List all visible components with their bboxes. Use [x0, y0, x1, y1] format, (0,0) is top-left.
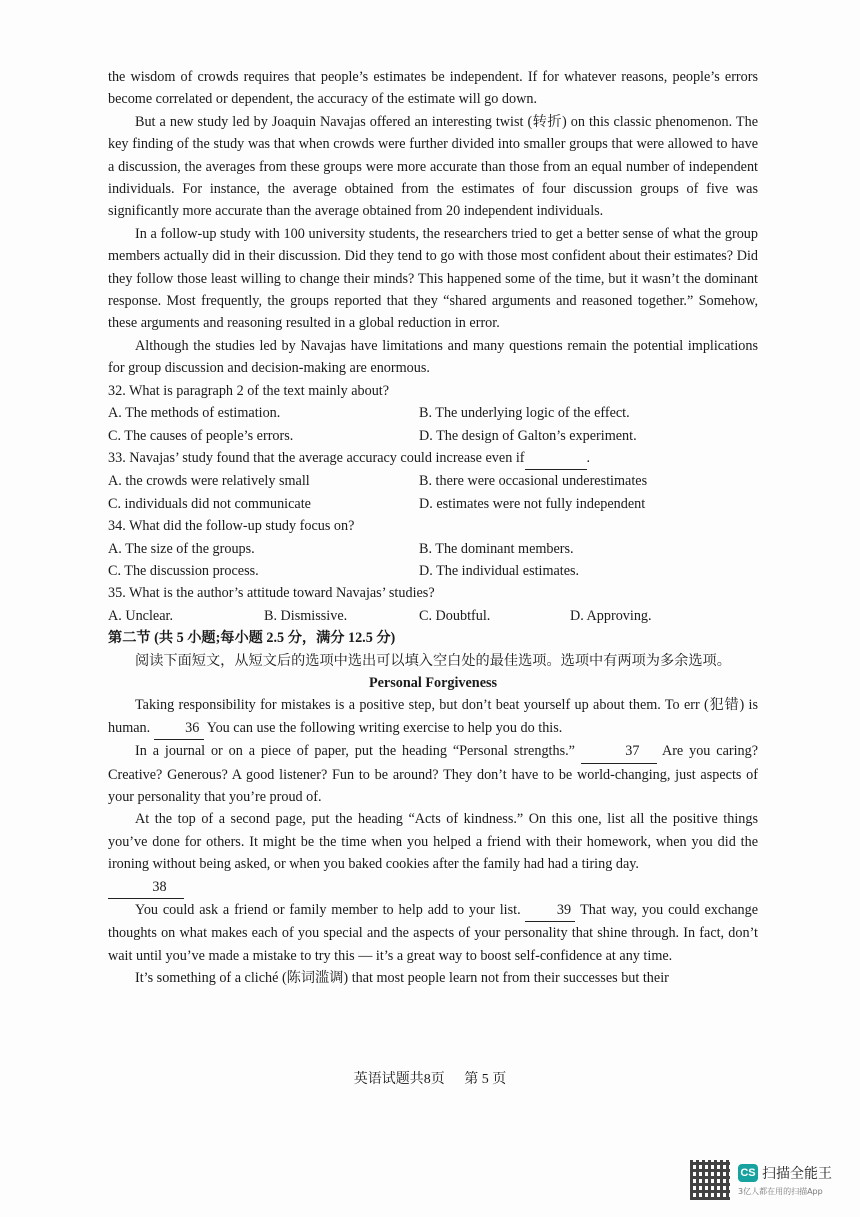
question-34-stem: 34. What did the follow-up study focus on? — [108, 518, 355, 535]
passage-paragraph-1: the wisdom of crowds requires that people’s estimates be independent. If for whatever reasons, people’s errors become correlated or dependent, the accuracy of the estimate will go down. — [108, 69, 758, 108]
question-33-option-d: D. estimates were not fully independent — [419, 495, 646, 512]
question-34-option-b: B. The dominant members. — [419, 540, 574, 557]
forgiveness-p1-text-b: You can use the following writing exercise to help you do this. — [206, 719, 563, 736]
scanner-app-name: 扫描全能王 — [762, 1166, 832, 1182]
section-2-instruction: 阅读下面短文，从短文后的选项中选出可以填入空白处的最佳选项。选项中有两项为多余选项。 — [135, 652, 731, 669]
forgiveness-paragraph-4 — [108, 899, 758, 967]
forgiveness-p1-text-a: Taking responsibility for mistakes is a positive step, but don’t beat yourself up about them. To err (犯错) is human. — [108, 697, 758, 736]
forgiveness-p2-text-b: Are you caring? Creative? Generous? A good listener? Fun to be around? They don’t have to be world-changing, just aspects of your personality that you’re proud of. — [108, 743, 759, 805]
question-32-options-row-1 — [108, 402, 758, 424]
question-33-options-row-2 — [108, 493, 758, 515]
question-32-option-d: D. The design of Galton’s experiment. — [419, 427, 637, 444]
question-33-stem-line — [108, 447, 758, 470]
question-33-option-b: B. there were occasional underestimates — [419, 473, 648, 490]
forgiveness-paragraph-2 — [108, 740, 758, 808]
blank-39: 39 — [525, 899, 575, 922]
forgiveness-p4-text-b: That way, you could exchange thoughts on what makes each of you special and the aspects of your personality that shine through. In fact, don’t wait until you’ve made a mistake to try this — it’s a great way to boost self-confidence at any time. — [108, 902, 759, 964]
scanner-watermark — [690, 1160, 850, 1204]
question-34-option-d: D. The individual estimates. — [419, 562, 580, 579]
question-35-option-a: A. Unclear. — [108, 607, 173, 624]
question-33-stem-end: . — [586, 449, 591, 466]
question-34-option-a: A. The size of the groups. — [108, 540, 255, 557]
forgiveness-paragraph-3 — [108, 808, 758, 899]
blank-37: 37 — [581, 740, 657, 763]
question-32-option-c: C. The causes of people’s errors. — [108, 427, 294, 444]
question-35-option-c: C. Doubtful. — [419, 607, 491, 624]
question-35-options-row — [108, 605, 758, 627]
blank-36: 36 — [154, 717, 204, 740]
question-34-options-row-1 — [108, 538, 758, 560]
footer-page-number: 第 5 页 — [464, 1072, 507, 1087]
question-32-option-b: B. The underlying logic of the effect. — [419, 405, 630, 422]
question-35-option-d: D. Approving. — [570, 607, 652, 624]
footer-page-count: 英语试题共8页 — [353, 1072, 445, 1087]
question-32-options-row-2 — [108, 425, 758, 447]
page-footer — [0, 1068, 860, 1088]
camscanner-logo-icon: CS — [738, 1164, 758, 1182]
question-33-blank — [525, 447, 587, 470]
question-32-stem: 32. What is paragraph 2 of the text mainly about? — [108, 382, 390, 399]
forgiveness-p4-text-a: You could ask a friend or family member to help add to your list. — [135, 902, 521, 919]
passage-paragraph-3: In a follow-up study with 100 university students, the researchers tried to get a better sense of what the group members actually did in their discussion. Did they tend to go with those most confident about their estimates? Did they follow those least willing to change their minds? This happened some of the time, but it wasn’t the dominant response. Most frequently, the groups reported that they “shared arguments and reasoned together.” Somehow, these arguments and reasoning resulted in a global reduction in error. — [108, 225, 758, 332]
passage-title: Personal Forgiveness — [368, 674, 498, 691]
forgiveness-paragraph-5: It’s something of a cliché (陈词滥调) that most people learn not from their successes but their — [135, 970, 669, 987]
question-33-stem: 33. Navajas’ study found that the average accuracy could increase even if — [108, 449, 525, 466]
forgiveness-paragraph-1 — [108, 694, 758, 740]
question-33-options-row-1 — [108, 470, 758, 492]
question-35-stem: 35. What is the author’s attitude toward Navajas’ studies? — [108, 585, 435, 602]
page-content — [108, 66, 758, 990]
qr-code-icon — [690, 1160, 730, 1200]
question-33-option-c: C. individuals did not communicate — [108, 495, 311, 512]
question-34-option-c: C. The discussion process. — [108, 562, 259, 579]
passage-paragraph-4: Although the studies led by Navajas have limitations and many questions remain the potential implications for group discussion and decision-making are enormous. — [108, 337, 758, 377]
question-32-option-a: A. The methods of estimation. — [108, 405, 281, 422]
scanner-app-tagline: 3亿人都在用的扫描App — [738, 1187, 823, 1196]
forgiveness-p2-text-a: In a journal or on a piece of paper, put the heading “Personal strengths.” — [135, 743, 575, 760]
question-33-option-a: A. the crowds were relatively small — [108, 473, 310, 490]
blank-38: 38 — [108, 876, 184, 899]
question-35-option-b: B. Dismissive. — [264, 607, 348, 624]
question-34-options-row-2 — [108, 560, 758, 582]
section-2-heading: 第二节 (共 5 小题;每小题 2.5 分，满分 12.5 分) — [108, 630, 396, 647]
passage-paragraph-2: But a new study led by Joaquin Navajas offered an interesting twist (转折) on this classic phenomenon. The key finding of the study was that when crowds were further divided into smaller groups that were allowed to have a discussion, the averages from these groups were more accurate than those from an equal number of independent individuals. For instance, the average obtained from the estimates of four discussion groups of five was significantly more accurate than the average obtained from 20 independent individuals. — [108, 113, 758, 220]
forgiveness-p3-text: At the top of a second page, put the heading “Acts of kindness.” On this one, list all the positive things you’ve done for others. It might be the time when you helped a friend with their homework, when you did the ironing without being asked, or when you baked cookies after the family had had a tiring day. — [108, 811, 758, 873]
